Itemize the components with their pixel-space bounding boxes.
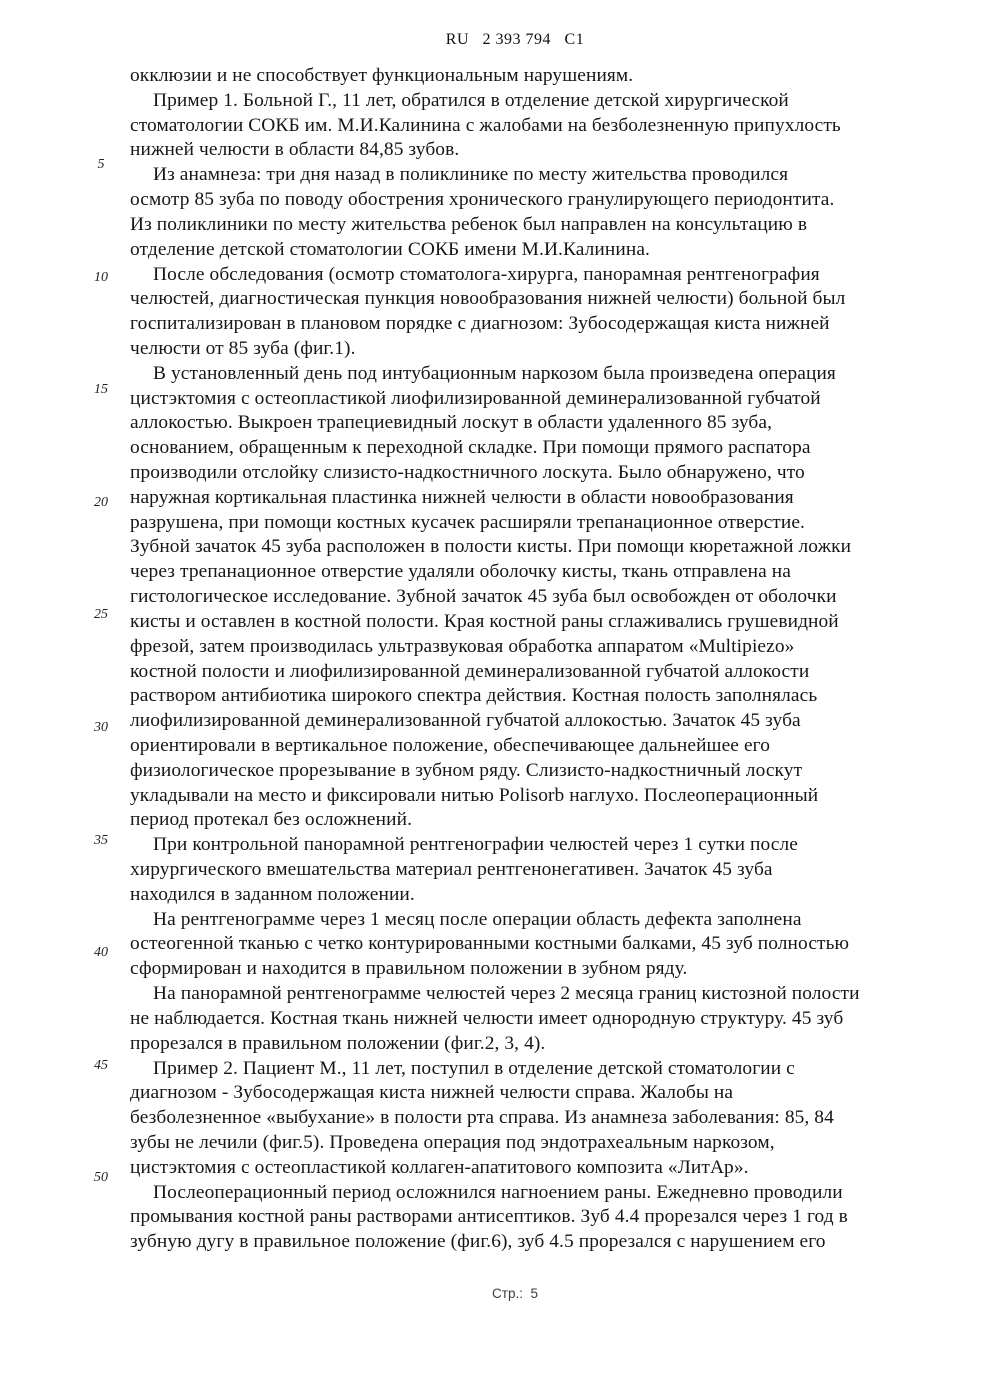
text-line: гистологическое исследование. Зубной зачаток 45 зуба был освобожден от оболочки (130, 586, 837, 608)
text-line: ориентировали в вертикальное положение, обеспечивающее дальнейшее его (130, 734, 771, 756)
text-line: лиофилизированной деминерализованной губчатой аллокостью. Зачаток 45 зуба (130, 710, 801, 732)
text-line: аллокостью. Выкроен трапециевидный лоскут в области удаленного 85 зуба, (130, 412, 773, 434)
text-line: осмотр 85 зуба по поводу обострения хронического гранулирующего периодонтита. (130, 189, 835, 211)
text-line: наружная кортикальная пластинка нижней челюсти в области новообразования (130, 486, 794, 508)
text-line: безболезненное «выбухание» в полости рта справа. Из анамнеза заболевания: 85, 84 (130, 1107, 834, 1129)
text-line: через трепанационное отверстие удаляли оболочку кисты, ткань отправлена на (130, 561, 791, 583)
text-line: Пример 2. Пациент М., 11 лет, поступил в отделение детской стоматологии с (153, 1057, 795, 1079)
text-line: Послеоперационный период осложнился нагноением раны. Ежедневно проводили (153, 1181, 843, 1203)
text-line: основанием, обращенным к переходной складке. При помощи прямого распатора (130, 437, 811, 459)
text-line: Зубной зачаток 45 зуба расположен в полости кисты. При помощи кюретажной ложки (130, 536, 852, 558)
text-line: стоматологии СОКБ им. М.И.Калинина с жалобами на безболезненную припухлость (130, 114, 841, 136)
text-line: Пример 1. Больной Г., 11 лет, обратился в отделение детской хирургической (153, 89, 789, 111)
body-text (130, 64, 920, 1255)
text-line: хирургического вмешательства материал рентгенонегативен. Зачаток 45 зуба (130, 859, 773, 880)
text-line: сформирован и находится в правильном положении в зубном ряду. (130, 958, 688, 980)
text-line: не наблюдается. Костная ткань нижней челюсти имеет однородную структуру. 45 зуб (130, 1007, 844, 1029)
text-line: отделение детской стоматологии СОКБ имени М.И.Калинина. (130, 238, 650, 260)
line-number: 30 (94, 720, 108, 735)
line-number: 45 (94, 1058, 108, 1073)
text-line: В установленный день под интубационным наркозом была произведена операция (153, 362, 836, 384)
text-line: производили отслойку слизисто-надкостничного лоскута. Было обнаружено, что (130, 462, 805, 483)
text-line: Из поликлиники по месту жительства ребенок был направлен на консультацию в (130, 213, 808, 235)
text-line: период протекал без осложнений. (130, 809, 413, 831)
text-line: На панорамной рентгенограмме челюстей через 2 месяца границ кистозной полости (153, 983, 860, 1005)
text-line: цистэктомия с остеопластикой коллаген-апатитового композита «ЛитАр». (130, 1156, 749, 1178)
text-line: разрушена, при помощи костных кусачек расширяли трепанационное отверстие. (130, 511, 805, 533)
text-line: госпитализирован в плановом порядке с диагнозом: Зубосодержащая киста нижней (130, 313, 830, 335)
line-number: 20 (94, 495, 108, 510)
text-line: укладывали на место и фиксировали нитью Polisorb наглухо. Послеоперационный (130, 784, 819, 806)
text-line: Из анамнеза: три дня назад в поликлинике по месту жительства проводился (153, 164, 789, 186)
text-line: челюсти от 85 зуба (фиг.1). (130, 337, 356, 359)
line-number: 15 (94, 382, 108, 397)
line-number: 10 (94, 270, 108, 285)
text-line: диагнозом - Зубосодержащая киста нижней челюсти справа. Жалобы на (130, 1082, 734, 1104)
text-line: челюстей, диагностическая пункция новообразования нижней челюсти) больной был (130, 288, 846, 310)
text-line: окклюзии и не способствует функциональным нарушениям. (130, 65, 634, 86)
text-line: остеогенной тканью с четко контурированными костными балками, 45 зуб полностью (130, 933, 850, 955)
text-line: фрезой, затем производилась ультразвуковая обработка аппаратом «Multipiezo» (130, 635, 795, 657)
text-line: физиологическое прорезывание в зубном ряду. Слизисто-надкостничный лоскут (130, 759, 803, 781)
text-line: промывания костной раны растворами антисептиков. Зуб 4.4 прорезался через 1 год в (130, 1206, 848, 1228)
page-footer-page-number: Стр.: 5 (492, 1286, 538, 1301)
text-line: костной полости и лиофилизированной деминерализованной губчатой аллокости (130, 660, 810, 682)
line-number: 25 (94, 607, 108, 622)
line-number: 40 (94, 945, 108, 960)
line-number: 5 (97, 157, 105, 172)
text-line: нижней челюсти в области 84,85 зубов. (130, 139, 460, 161)
text-line: кисты и оставлен в костной полости. Края костной раны сглаживались грушевидной (130, 610, 839, 632)
text-line: После обследования (осмотр стоматолога-хирурга, панорамная рентгенография (153, 263, 820, 285)
text-line: цистэктомия с остеопластикой лиофилизированной деминерализованной губчатой (130, 387, 821, 409)
text-line: прорезался в правильном положении (фиг.2, 3, 4). (130, 1032, 546, 1054)
text-line: находился в заданном положении. (130, 883, 415, 905)
line-number: 50 (94, 1170, 108, 1185)
text-line: На рентгенограмме через 1 месяц после операции область дефекта заполнена (153, 908, 802, 930)
text-line: зубную дугу в правильное положение (фиг.6), зуб 4.5 прорезался с нарушением его (130, 1231, 826, 1253)
line-number: 35 (94, 833, 108, 848)
text-line: зубы не лечили (фиг.5). Проведена операция под эндотрахеальным наркозом, (130, 1131, 775, 1153)
text-line: раствором антибиотика широкого спектра действия. Костная полость заполнялась (130, 685, 818, 707)
text-line: При контрольной панорамной рентгенографии челюстей через 1 сутки после (153, 834, 798, 856)
page-header-publication-number: RU 2 393 794 C1 (445, 31, 585, 48)
